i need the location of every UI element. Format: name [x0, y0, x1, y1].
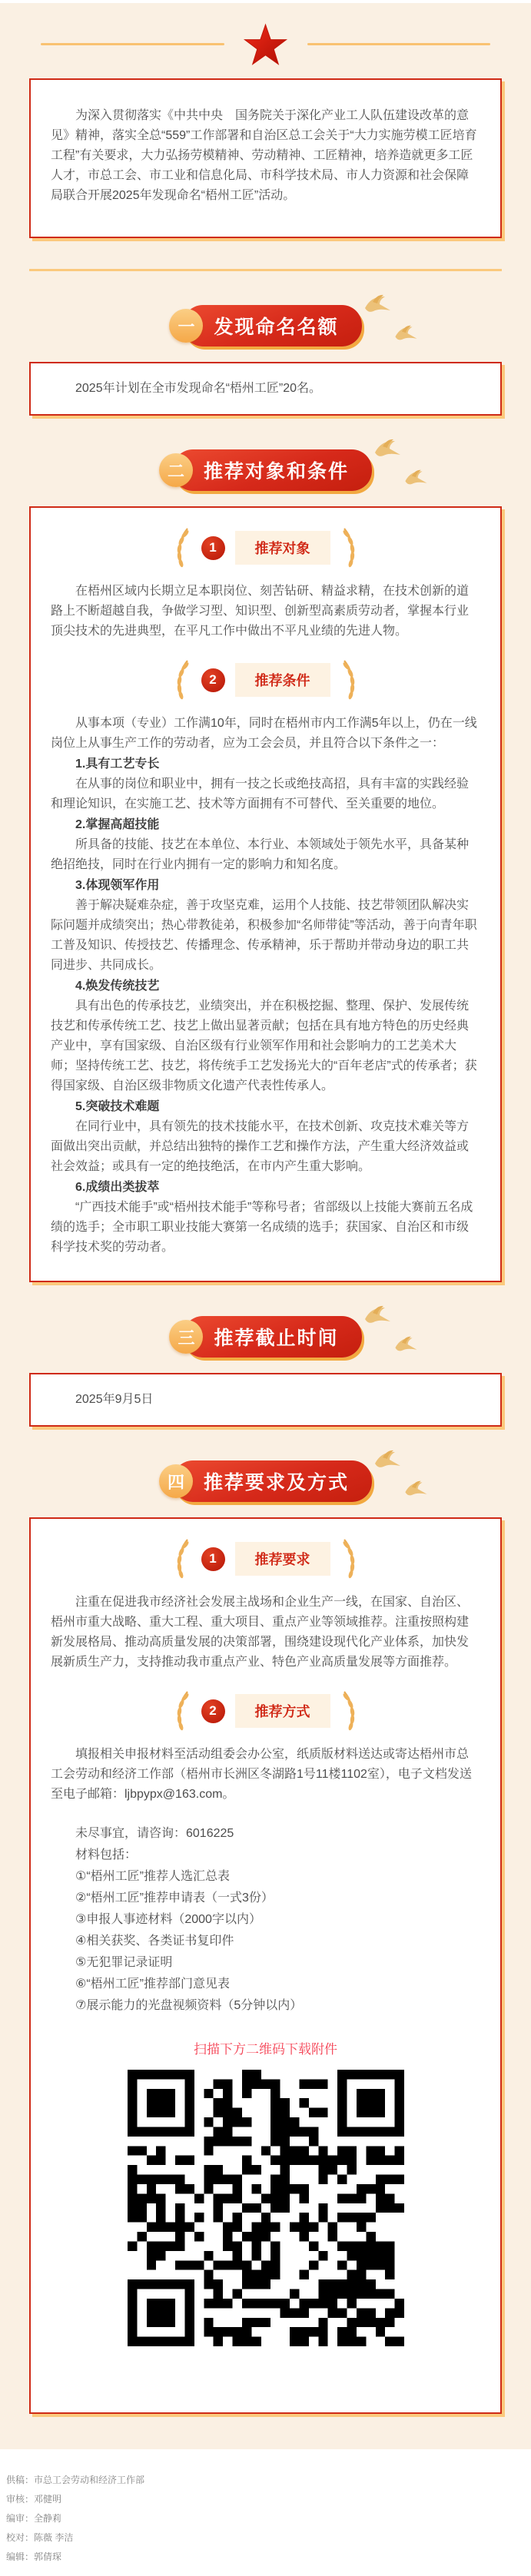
condition-item-body: 善于解决疑难杂症，善于攻坚克难，运用个人技能、技艺带领团队解决实际问题并成绩突出；热心带教徒弟，积极参加“名师带徒”等活动，善于向青年职工普及知识、传授技艺、传播理念、传承精神，乐于帮助并带动身边的职工共同进步、共同成长。: [51, 899, 477, 972]
section4-box: [29, 1517, 502, 2414]
gold-bird-icon: [403, 468, 429, 488]
condition-item-heading: 5.突破技术难题: [75, 1100, 160, 1113]
qr-download-tip: 扫描下方二维码下载附件: [194, 2042, 337, 2057]
material-item: ③申报人事迹材料（2000字以内）: [75, 1913, 261, 1926]
section3-title: 推荐截止时间: [183, 1316, 361, 1358]
intro-paragraph: 为深入贯彻落实《中共中央 国务院关于深化产业工人队伍建设改革的意见》精神，落实全总“559”工作部署和自治区总工会关于“大力实施劳模工匠培育工程”有关要求，大力弘扬劳模精神、劳动精神、工匠精神，培养造就更多工匠人才，市总工会、市工业和信息化局、市科学技术局、市人力资源和社会保障局联合开展2025年发现命名“梧州工匠”活动。: [51, 109, 477, 202]
section2-number-circle: 二: [159, 453, 193, 487]
gold-divider: [29, 269, 502, 271]
method-paragraph: 填报相关申报材料至活动组委会办公室，纸质版材料送达或寄达梧州市总工会劳动和经济工作部（梧州市长洲区冬湖路1号11楼1102室），电子文档发送至电子邮箱：ljbpypx@163.com。: [51, 1748, 472, 1801]
deadline-text: 2025年9月5日: [75, 1393, 154, 1406]
credit-line: 校对：陈薇 李洁: [6, 2532, 74, 2543]
material-item: ①“梧州工匠”推荐人选汇总表: [75, 1870, 231, 1883]
condition-item-body: 在同行业中，具有领先的技术技能水平，在技术创新、攻克技术难关等方面做出突出贡献，并总结出独特的操作工艺和操作方法，产生重大经济效益或社会效益；或具有一定的绝技绝活，在市内产生重大影响。: [51, 1120, 470, 1173]
qr-code: [128, 2070, 404, 2346]
material-item: ⑤无犯罪记录证明: [75, 1956, 173, 1969]
section4-title: 推荐要求及方式: [173, 1460, 372, 1502]
badge-number: 1: [201, 1547, 225, 1571]
material-item: ②“梧州工匠”推荐申请表（一式3份）: [75, 1891, 274, 1905]
recommend-target-paragraph: 在梧州区域内长期立足本职岗位、刻苦钻研、精益求精，在技术创新的道路上不断超越自我，争做学习型、知识型、创新型高素质劳动者，掌握本行业顶尖技术的先进典型，在平凡工作中做出不平凡业绩的先进人物。: [51, 585, 470, 638]
condition-item-heading: 2.掌握高超技能: [75, 818, 160, 831]
material-item: ④相关获奖、各类证书复印件: [75, 1934, 234, 1948]
section1-box: [29, 362, 502, 416]
gold-bird-icon: [372, 437, 403, 460]
section1-title: 发现命名名额: [183, 305, 361, 346]
laurel-left-icon: [171, 658, 191, 701]
quota-text: 2025年计划在全市发现命名“梧州工匠”20名。: [75, 382, 322, 395]
section3-box: [29, 1373, 502, 1427]
material-item: ⑥“梧州工匠”推荐部门意见表: [75, 1978, 231, 1991]
credit-line: 审核：邓健明: [6, 2494, 62, 2505]
gold-bird-icon: [403, 1479, 429, 1499]
qr-code-container: [51, 2070, 480, 2346]
laurel-right-icon: [340, 658, 360, 701]
badge-label: 推荐要求: [235, 1542, 330, 1576]
condition-item-body: 具有出色的传承技艺，业绩突出，并在积极挖掘、整理、保护、发展传统技艺和传承传统工艺、技艺上做出显著贡献；包括在具有地方特色的历史经典产业中，享有国家级、自治区级有行业领军作用和社会影响力的工艺美术大师；坚持传统工艺、技艺，将传统手工艺发扬光大的“百年老店”式的传承者；获得国家级、自治区级非物质文化遗产代表性传承人。: [51, 1000, 477, 1092]
credit-line: 编辑：郭倩琛: [6, 2551, 62, 2562]
gold-bird-icon: [393, 323, 419, 343]
section4-number-circle: 四: [159, 1464, 193, 1498]
section1-header: [169, 305, 361, 346]
top-decoration: [0, 3, 531, 78]
section2-title: 推荐对象和条件: [173, 449, 372, 491]
laurel-left-icon: [171, 1689, 191, 1732]
section3-number-circle: 三: [169, 1320, 203, 1354]
badge-recommend-target: [51, 526, 480, 569]
laurel-right-icon: [340, 1537, 360, 1580]
badge-recommend-requirement: [51, 1537, 480, 1580]
gold-line-right: [307, 43, 490, 45]
condition-item-heading: 6.成绩出类拔萃: [75, 1181, 160, 1194]
badge-recommend-condition: [51, 658, 480, 701]
gold-line-left: [41, 43, 224, 45]
badge-recommend-method: [51, 1689, 480, 1732]
intro-box: [29, 78, 502, 238]
section4-header: [159, 1460, 372, 1502]
condition-item-heading: 1.具有工艺专长: [75, 758, 160, 771]
badge-number: 2: [201, 668, 225, 692]
gold-bird-icon: [372, 1448, 403, 1471]
red-star-icon: [242, 23, 289, 70]
spacer: [51, 1805, 480, 1823]
condition-item-heading: 4.焕发传统技艺: [75, 980, 160, 993]
condition-item-heading: 3.体现领军作用: [75, 879, 160, 892]
credit-line: 供稿：市总工会劳动和经济工作部: [6, 2475, 145, 2485]
condition-item-body: 所具备的技能、技艺在本单位、本行业、本领域处于领先水平，具备某种绝招绝技，同时在行业内拥有一定的影响力和知名度。: [51, 838, 470, 871]
badge-label: 推荐对象: [235, 531, 330, 565]
requirement-paragraph: 注重在促进我市经济社会发展主战场和企业生产一线，在国家、自治区、梧州市重大战略、重大工程、重大项目、重点产业等领域推荐。注重按照构建新发展格局、推动高质量发展的决策部署，围绕建设现代化产业体系，加快发展新质生产力，支持推动我市重点产业、特色产业高质量发展等方面推荐。: [51, 1596, 470, 1669]
section1-number-circle: 一: [169, 309, 203, 343]
badge-label: 推荐条件: [235, 663, 330, 697]
laurel-right-icon: [340, 1689, 360, 1732]
materials-label: 材料包括：: [75, 1848, 138, 1862]
footer-credits: [0, 2449, 531, 2576]
badge-label: 推荐方式: [235, 1694, 330, 1728]
material-item: ⑦展示能力的光盘视频资料（5分钟以内）: [75, 1999, 303, 2012]
section2-header: [159, 449, 372, 491]
consult-line: 未尽事宜，请咨询：6016225: [75, 1827, 234, 1840]
gold-bird-icon: [362, 1304, 393, 1327]
gold-bird-icon: [362, 293, 393, 316]
section3-header: [169, 1316, 361, 1358]
gold-bird-icon: [393, 1334, 419, 1354]
laurel-left-icon: [171, 1537, 191, 1580]
badge-number: 2: [201, 1699, 225, 1723]
condition-item-body: 在从事的岗位和职业中，拥有一技之长或绝技高招，具有丰富的实践经验和理论知识，在实施工艺、技术等方面拥有不可替代、至关重要的地位。: [51, 777, 470, 811]
condition-item-body: “广西技术能手”或“梧州技术能手”等称号者；省部级以上技能大赛前五名成绩的选手；全市职工职业技能大赛第一名成绩的选手；获国家、自治区和市级科学技术奖的劳动者。: [51, 1201, 473, 1254]
credit-line: 编审：全静莉: [6, 2513, 62, 2524]
laurel-right-icon: [340, 526, 360, 569]
badge-number: 1: [201, 536, 225, 560]
section2-box: [29, 506, 502, 1282]
condition-intro-paragraph: 从事本项（专业）工作满10年，同时在梧州市内工作满5年以上，仍在一线岗位上从事生产工作的劳动者，应为工会会员，并且符合以下条件之一：: [51, 717, 477, 750]
laurel-left-icon: [171, 526, 191, 569]
article-panel: [0, 3, 531, 2449]
